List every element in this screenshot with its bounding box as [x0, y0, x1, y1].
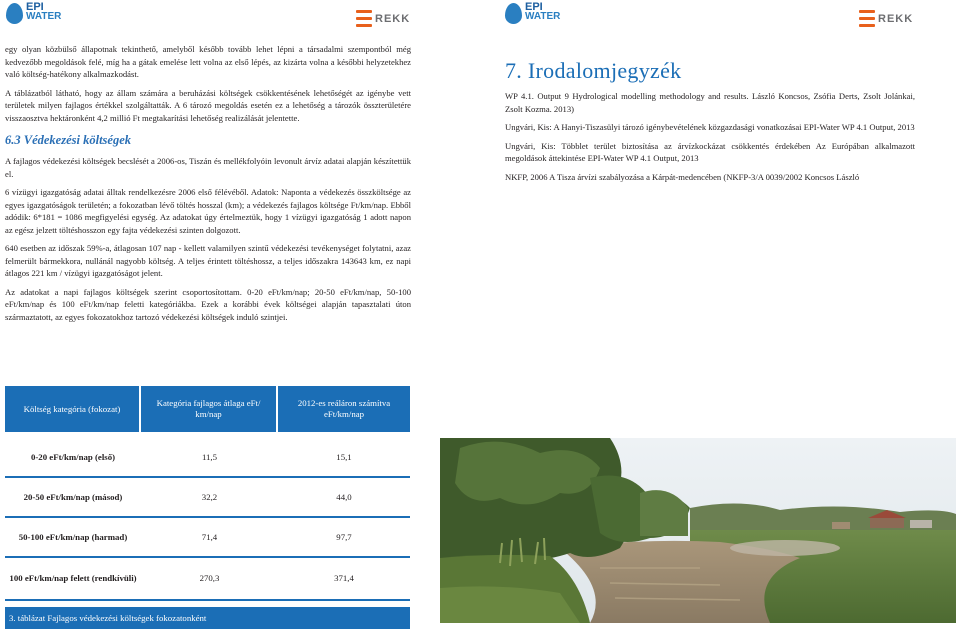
table-header-row	[5, 386, 410, 432]
water-drop-icon	[6, 3, 23, 24]
paragraph: A fajlagos védekezési költségek becslését a 2006-os, Tiszán és mellékfolyóin levonult árvíz adatai alapján készítettük el.	[5, 156, 411, 179]
table-cell: 44,0	[336, 491, 352, 502]
table-header-cell: Költség kategória (fokozat)	[5, 386, 141, 432]
logo-line1: EPI	[26, 1, 44, 13]
cost-table	[5, 386, 410, 629]
logo-line1: EPI	[525, 1, 543, 13]
table-row	[5, 558, 410, 601]
rekk-logo	[356, 10, 410, 27]
reference-item: NKFP, 2006 A Tisza árvízi szabályozása a Kárpát-medencében (NKFP-3/A 0039/2002 Koncsos László	[505, 171, 860, 182]
right-column	[505, 58, 915, 189]
paragraph: 6 vízügyi igazgatóság adatai álltak rendelkezésre 2006 első félévéből. Adatok: Naponta a védekezés összköltsége az egyes igazgatóságok területén; a fokozatban lévő töltés hosszal (km); a védekezés fajlagos költsége Ft/km/nap. Ebből adódik: 6*181 = 1086 megfigyelési egység. Az adatokat úgy értelmeztük, hogy 1 vízügyi igazgatóság 1 adott napon az egész jelzett töltéshosszon egy fajta védekezési szinten dolgozott.	[5, 187, 411, 235]
table-cell: 0-20 eFt/km/nap (első)	[30, 451, 116, 462]
table-cell: 371,4	[334, 573, 354, 583]
paragraph: 640 esetben az időszak 59%-a, átlagosan 107 nap - kellett valamilyen szintű védekezési tevékenységet folytatni, azaz felmerült bármekkora, nullánál nagyobb költség. A teljes érintett töltéshossz, a teljes időszakra 143643 km, ez napi átlagos 221 km / vízügyi igazgatóságot jelent.	[5, 243, 411, 278]
references-heading: 7. Irodalomjegyzék	[505, 58, 682, 83]
left-column	[5, 43, 411, 329]
table-header-cell: Kategória fajlagos átlaga eFt/ km/nap	[141, 386, 278, 432]
table-row	[5, 438, 410, 478]
rekk-wordmark: REKK	[375, 12, 411, 25]
table-cell: 71,4	[201, 531, 218, 542]
table-cell: 97,7	[336, 531, 352, 542]
paragraph: A táblázatból látható, hogy az állam számára a beruházási költségek csökkentésének lehetőségét az igénybe vett területek milyen fajlagos értékkel szolgáltatták. A 6 tározó megoldás esetén ez a lehetőség a tározók összterületére visszaosztva hektáronként 4,2 millió Ft megtakarítási lehetőség realizálását jelentette.	[5, 87, 411, 123]
logo-line2: WATER	[525, 11, 561, 22]
table-cell: 50-100 eFt/km/nap (harmad)	[18, 531, 128, 542]
flood-landscape-photo	[440, 438, 956, 623]
reference-item: Ungvári, Kis: A Hanyi-Tiszasülyi tározó igénybevételének közgazdasági vonatkozásai EPI-Water WP 4.1 Output, 2013	[505, 122, 915, 132]
reference-item: WP 4.1. Output 9 Hydrological modelling methodology and results. László Koncsos, Zsófia Derts, Zsolt Jolánkai, Zsolt Kozma. 2013)	[505, 91, 915, 114]
epi-water-logo	[6, 2, 61, 24]
section-heading: 6.3 Védekezési költségek	[5, 133, 132, 147]
table-cell: 20-50 eFt/km/nap (másod)	[23, 491, 123, 502]
table-caption: 3. táblázat Fajlagos védekezési költségek fokozatonként	[5, 607, 410, 629]
epi-water-logo-right	[505, 2, 560, 24]
rekk-mark-icon	[859, 10, 875, 27]
flood-landscape-image	[440, 438, 956, 623]
table-cell: 15,1	[336, 451, 352, 462]
reference-item: Ungvári, Kis: Többlet terület biztosítása az árvízkockázat csökkentés érdekében Az Európában alkalmazott megoldások áttekintése EPI-Water WP 4.1 Output, 2013	[505, 140, 915, 163]
rekk-wordmark: REKK	[878, 12, 914, 25]
paragraph: Az adatokat a napi fajlagos költségek szerint csoportosítottam. 0-20 eFt/km/nap; 20-50 eFt/km/nap, 50-100 eFt/km/nap és 100 eFt/km/nap feletti kategóriákba. Ezek a korábbi évek költségei alapján tapasztalati úton származtatott, az egyes fokozatokhoz tartozó védekezési költségek induló szintjei.	[5, 286, 411, 322]
table-row	[5, 478, 410, 518]
water-drop-icon	[505, 3, 522, 24]
table-header-cell: 2012-es reáláron számítva eFt/km/nap	[297, 398, 391, 419]
table-row	[5, 518, 410, 558]
logo-line2: WATER	[26, 11, 62, 22]
table-cell: 32,2	[201, 491, 218, 502]
paragraph: egy olyan közbülső állapotnak tekinthető, amelyből később tovább lehet lépni a társadalmi szempontból még kedvezőbb megoldások felé, míg ha a gátak emelése lett volna az első lépés, az kizárta volna a későbbi helyzetekhez való költség-hatékony alkalmazkodást.	[5, 44, 411, 79]
rekk-logo-right	[859, 10, 913, 27]
table-cell: 11,5	[201, 451, 218, 462]
rekk-mark-icon	[356, 10, 372, 27]
table-cell: 270,3	[199, 573, 220, 583]
table-cell: 100 eFt/km/nap felett (rendkívüli)	[9, 573, 137, 583]
